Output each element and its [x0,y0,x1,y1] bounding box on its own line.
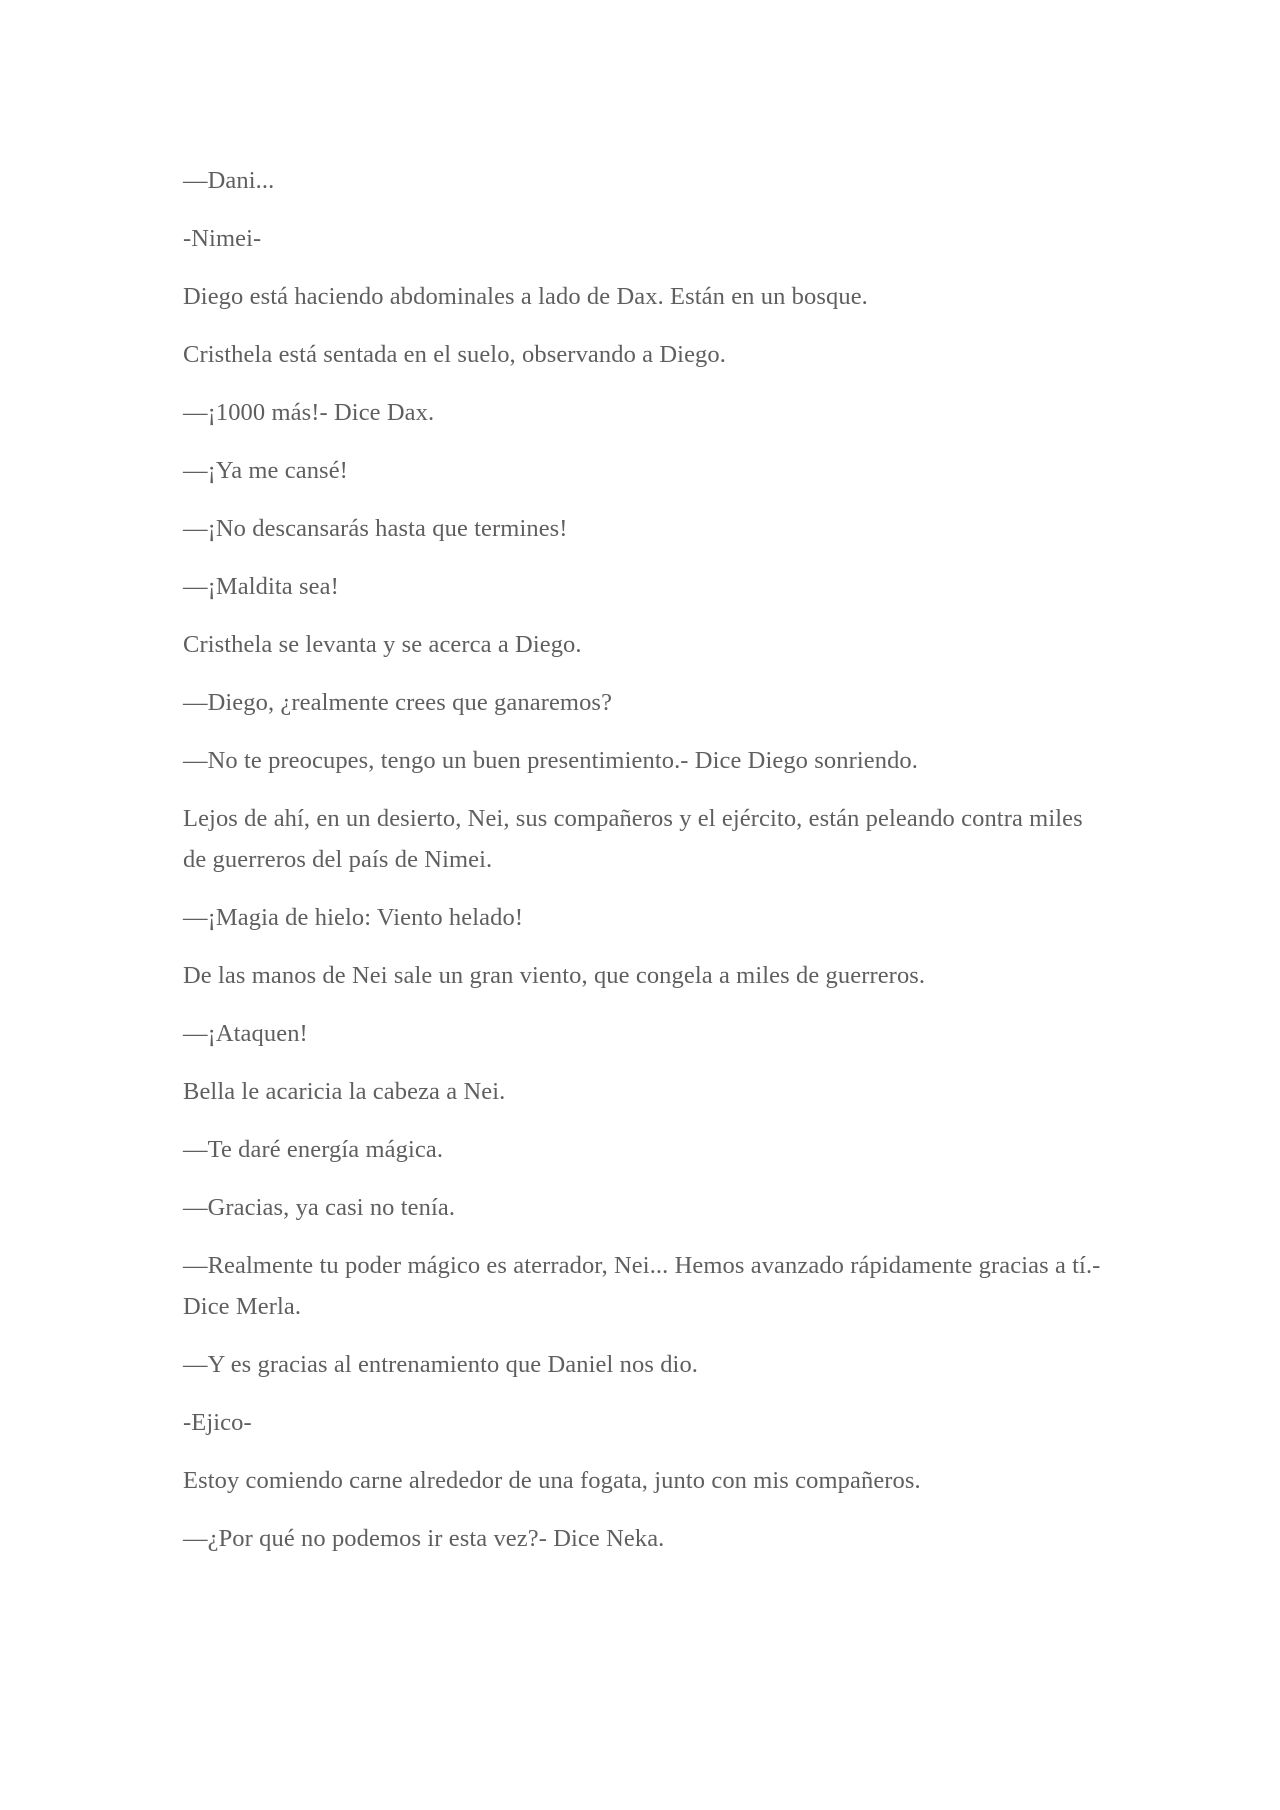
paragraph: —Diego, ¿realmente crees que ganaremos? [183,689,613,716]
paragraph: —No te preocupes, tengo un buen presentimiento.- Dice Diego sonriendo. [183,747,919,774]
document-body [183,160,1103,1576]
paragraph: —Te daré energía mágica. [183,1136,444,1163]
paragraph: —Y es gracias al entrenamiento que Daniel nos dio. [183,1351,699,1378]
paragraph: Diego está haciendo abdominales a lado de Dax. Están en un bosque. [183,283,868,310]
paragraph: Estoy comiendo carne alrededor de una fogata, junto con mis compañeros. [183,1467,921,1494]
section-heading: -Ejico- [183,1409,252,1436]
paragraph: —¡Ya me cansé! [183,457,348,484]
section-heading: -Nimei- [183,225,262,252]
paragraph: —Gracias, ya casi no tenía. [183,1194,456,1221]
paragraph: —Dani... [183,167,275,194]
paragraph: —¡Maldita sea! [183,573,339,600]
paragraph: Bella le acaricia la cabeza a Nei. [183,1078,506,1105]
paragraph: Lejos de ahí, en un desierto, Nei, sus compañeros y el ejército, están peleando contra miles de guerreros del país de Nimei. [183,805,1083,873]
paragraph: —¿Por qué no podemos ir esta vez?- Dice Neka. [183,1525,665,1552]
paragraph: —Realmente tu poder mágico es aterrador, Nei... Hemos avanzado rápidamente gracias a tí.- Dice Merla. [183,1252,1101,1320]
paragraph: Cristhela está sentada en el suelo, observando a Diego. [183,341,726,368]
paragraph: —¡Magia de hielo: Viento helado! [183,904,524,931]
paragraph: Cristhela se levanta y se acerca a Diego. [183,631,582,658]
paragraph: —¡No descansarás hasta que termines! [183,515,568,542]
paragraph: —¡1000 más!- Dice Dax. [183,399,435,426]
paragraph: —¡Ataquen! [183,1020,308,1047]
paragraph: De las manos de Nei sale un gran viento, que congela a miles de guerreros. [183,962,926,989]
